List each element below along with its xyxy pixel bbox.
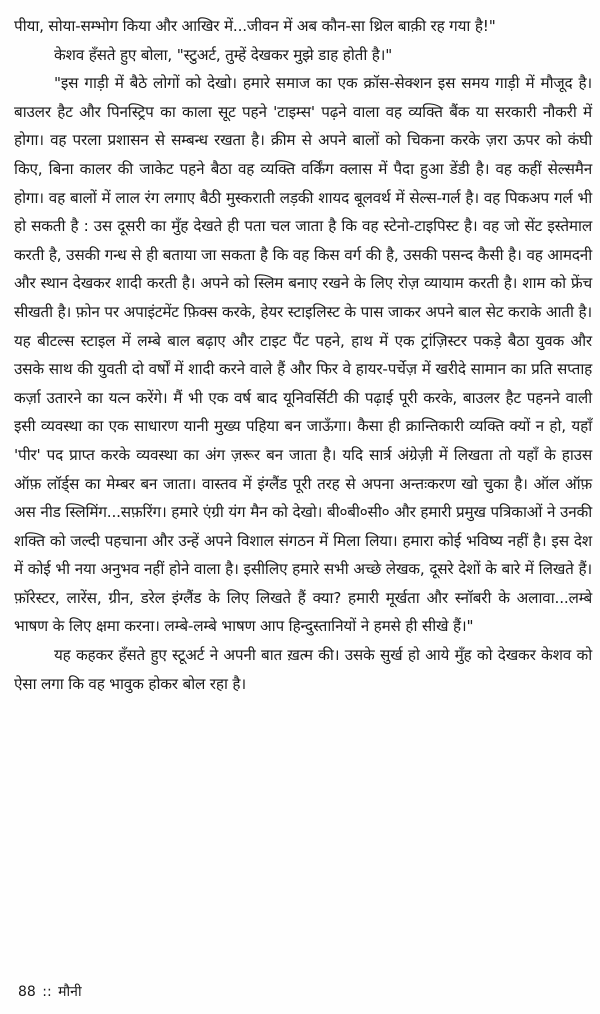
page-body — [14, 12, 592, 698]
book-title: मौनी — [58, 984, 82, 1000]
page-footer — [18, 981, 82, 1003]
page-number: 88 — [18, 984, 36, 1000]
paragraph-continuation: पीया, सोया-सम्भोग किया और आखिर में...जीवन में अब कौन-सा थ्रिल बाक़ी रह गया है!" — [14, 17, 496, 35]
paragraph-stuart-speech: "इस गाड़ी में बैठे लोगों को देखो। हमारे समाज का एक क्रॉस-सेक्शन इस समय गाड़ी में मौजूद है। बाउलर हैट और पिनस्ट्रिप का काला सूट पहने 'टाइम्स' पढ़ने वाला वह व्यक्ति बैंक या सरकारी नौकरी में होगा। वह परला प्रशासन से सम्बन्ध रखता है। क्रीम से अपने बालों को चिकना करके ज़रा ऊपर को कंघी किए, बिना कालर की जाकेट पहने बैठा वह व्यक्ति वर्किंग क्लास में पैदा हुआ डेंडी है। वह कहीं सेल्समैन होगा। वह बालों में लाल रंग लगाए बैठी मुस्कराती लड़की शायद बूलवर्थ में सेल्स-गर्ल है। वह पिकअप गर्ल भी हो सकती है : उस दूसरी का मुँह देखते ही पता चल जाता है कि वह स्टेनो-टाइपिस्ट है। वह जो सेंट इस्तेमाल करती है, उसकी गन्ध से ही बताया जा सकता है कि वह किस वर्ग की है, उसकी पसन्द कैसी है। वह आमदनी और स्थान देखकर शादी करती है। अपने को स्लिम बनाए रखने के लिए रोज़ व्यायाम करती है। शाम को फ्रेंच सीखती है। फ़ोन पर अपाइंटमेंट फ़िक्स करके, हेयर स्टाइलिस्ट के पास जाकर अपने बाल सेट कराके आती है। यह बीटल्स स्टाइल में लम्बे बाल बढ़ाए और टाइट पैंट पहने, हाथ में एक ट्रांज़िस्टर पकड़े बैठा युवक और उसके साथ की युवती दो वर्षों में शादी करने वाले हैं और फिर वे हायर-पर्चेज़ में खरीदे सामान का प्रति सप्ताह कर्ज़ा उतारने का यत्न करेंगे। मैं भी एक वर्ष बाद यूनिवर्सिटी की पढ़ाई पूरी करके, बाउलर हैट पहनने वाली इसी व्यवस्था का एक साधारण यानी मुख्य पहिया बन जाऊँगा। कैसा ही क्रान्तिकारी व्यक्ति क्यों न हो, यहाँ 'पीर' पद प्राप्त करके व्यवस्था का अंग ज़रूर बन जाता है। यदि सार्त्र अंग्रेज़ी में लिखता तो यहाँ के हाउस ऑफ़ लॉर्ड्स का मेम्बर बन जाता। वास्तव में इंग्लैंड पूरी तरह से अपना अन्तःकरण खो चुका है। ऑल ऑफ़ अस नीड स्लिमिंग...सफ़रिंग। हमारे एंग्री यंग मैन को देखो। बी०बी०सी० और हमारी प्रमुख पत्रिकाओं ने उनकी शक्ति को जल्दी पहचाना और उन्हें अपने विशाल संगठन में मिला लिया। हमारा कोई भविष्य नहीं है। इस देश में कोई भी नया अनुभव नहीं होने वाला है। इसीलिए हमारे सभी अच्छे लेखक, दूसरे देशों के बारे में लिखते हैं। फ़ॉरेस्टर, लारेंस, ग्रीन, डरेल इंग्लैंड के लिए लिखते हैं क्या? हमारी मूर्खता और स्नॉबरी के अलावा...लम्बे भाषण के लिए क्षमा करना। लम्बे-लम्बे भाषण आप हिन्दुस्तानियों ने हमसे ही सीखे हैं।" — [14, 74, 592, 636]
paragraph-closing: यह कहकर हँसते हुए स्टूअर्ट ने अपनी बात ख़त्म की। उसके सुर्ख हो आये मुँह को देखकर केशव को ऐसा लगा कि वह भावुक होकर बोल रहा है। — [14, 646, 592, 693]
paragraph-keshav-speech: केशव हँसते हुए बोला, "स्टुअर्ट, तुम्हें देखकर मुझे डाह होती है।" — [54, 45, 393, 64]
footer-separator: :: — [42, 984, 52, 1000]
